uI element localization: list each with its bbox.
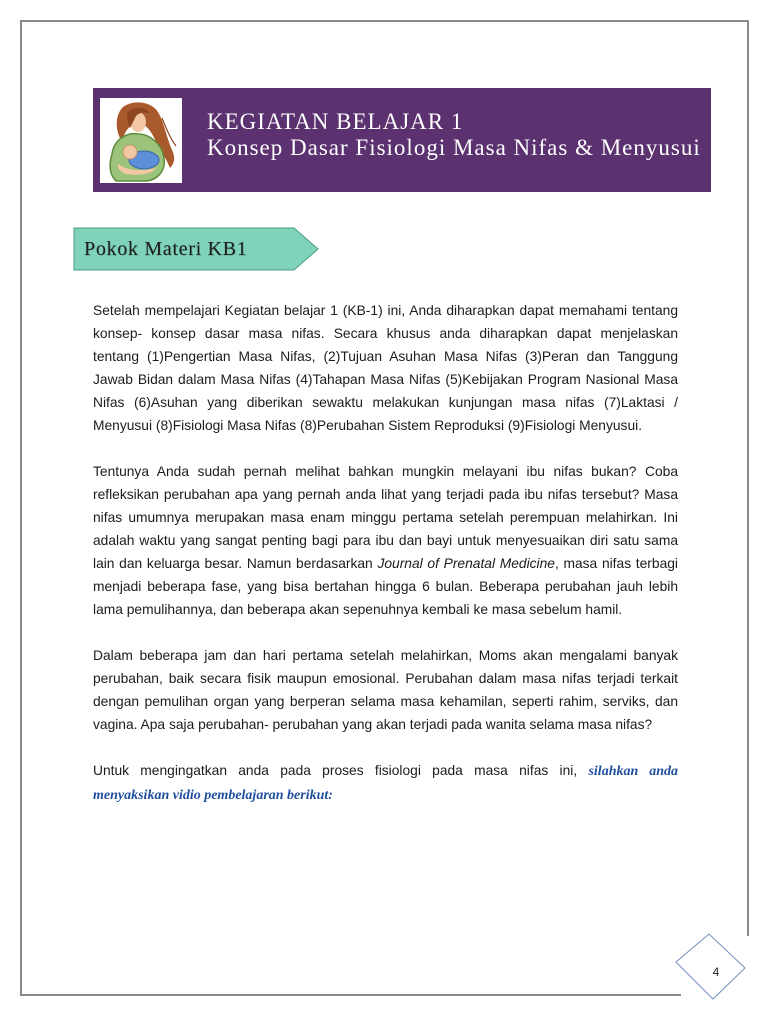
paragraph-line: Jawab Bidan dalam Masa Nifas (4)Tahapan Masa Nifas (5)Kebijakan Program Nasional Masa	[93, 372, 678, 387]
lesson-title-line-1: KEGIATAN BELAJAR 1	[207, 109, 464, 134]
page-number: 4	[712, 965, 720, 979]
paragraph-1	[93, 299, 678, 437]
section-label-arrow	[73, 227, 320, 271]
video-instruction-emphasis: menyaksikan vidio pembelajaran berikut:	[93, 788, 333, 803]
header-illustration	[100, 98, 182, 183]
paragraph-line	[93, 783, 678, 807]
page-border-left	[20, 20, 22, 996]
paragraph-line: menjadi beberapa fase, yang bisa bertahan hingga 6 bulan. Beberapa perubahan jauh lebih	[93, 579, 678, 594]
lesson-title-line-2: Konsep Dasar Fisiologi Masa Nifas & Menyusui	[207, 135, 701, 160]
paragraph-4	[93, 759, 678, 807]
paragraph-line: refleksikan perubahan apa yang pernah anda lihat yang terjadi pada ibu nifas tersebut? Masa	[93, 487, 678, 502]
paragraph-line: Menyusui (8)Fisiologi Masa Nifas (8)Perubahan Sistem Reproduksi (9)Fisiologi Menyusui.	[93, 418, 643, 433]
paragraph-line: Dalam beberapa jam dan hari pertama setelah melahirkan, Moms akan mengalami banyak	[93, 648, 678, 663]
mother-baby-icon	[100, 98, 182, 183]
body-text	[93, 299, 678, 830]
paragraph-2	[93, 460, 678, 621]
section-label-text: Pokok Materi KB1	[84, 238, 248, 260]
line-text: lain dan keluarga besar. Namun berdasarkan	[93, 556, 373, 571]
lesson-title	[207, 109, 701, 161]
paragraph-line: konsep- konsep dasar masa nifas. Secara khusus anda diharapkan dapat menjelaskan	[93, 326, 678, 341]
paragraph-line: lama pemulihannya, dan beberapa akan sepenuhnya kembali ke masa sebelum hamil.	[93, 602, 623, 617]
paragraph-line: Setelah mempelajari Kegiatan belajar 1 (KB-1) ini, Anda diharapkan dapat memahami tentang	[93, 303, 678, 318]
page-border-bottom	[20, 994, 681, 996]
line-text: Untuk mengingatkan anda pada proses fisiologi pada masa nifas ini,	[93, 763, 578, 778]
paragraph-line: dengan pemulihan organ yang berperan selama masa kehamilan, seperti rahim, serviks, dan	[93, 694, 678, 709]
lesson-header-banner	[93, 88, 711, 192]
paragraph-line	[93, 552, 678, 575]
paragraph-line: nifas umumnya merupakan masa enam minggu pertama setelah perempuan melahirkan. Ini	[93, 510, 678, 525]
page-border-top	[20, 20, 749, 22]
journal-citation: Journal of Prenatal Medicine	[377, 556, 555, 571]
paragraph-line: adalah waktu yang sangat penting bagi para ibu dan bayi untuk menyesuaikan diri satu sama	[93, 533, 678, 548]
line-text: , masa nifas terbagi	[554, 556, 678, 571]
paragraph-line: Tentunya Anda sudah pernah melihat bahkan mungkin melayani ibu nifas bukan? Coba	[93, 464, 678, 479]
paragraph-3	[93, 644, 678, 736]
video-instruction-emphasis: silahkan anda	[588, 764, 678, 779]
paragraph-line: perubahan, baik secara fisik maupun emosional. Perubahan dalam masa nifas terjadi terkait	[93, 671, 678, 686]
paragraph-line	[93, 759, 678, 783]
paragraph-line: vagina. Apa saja perubahan- perubahan yang akan terjadi pada wanita selama masa nifas?	[93, 717, 653, 732]
paragraph-line: Nifas (6)Asuhan yang diberikan sewaktu melakukan kunjungan masa nifas (7)Laktasi /	[93, 395, 678, 410]
page-border-right	[747, 20, 749, 936]
paragraph-line: tentang (1)Pengertian Masa Nifas, (2)Tujuan Asuhan Masa Nifas (3)Peran dan Tanggung	[93, 349, 678, 364]
